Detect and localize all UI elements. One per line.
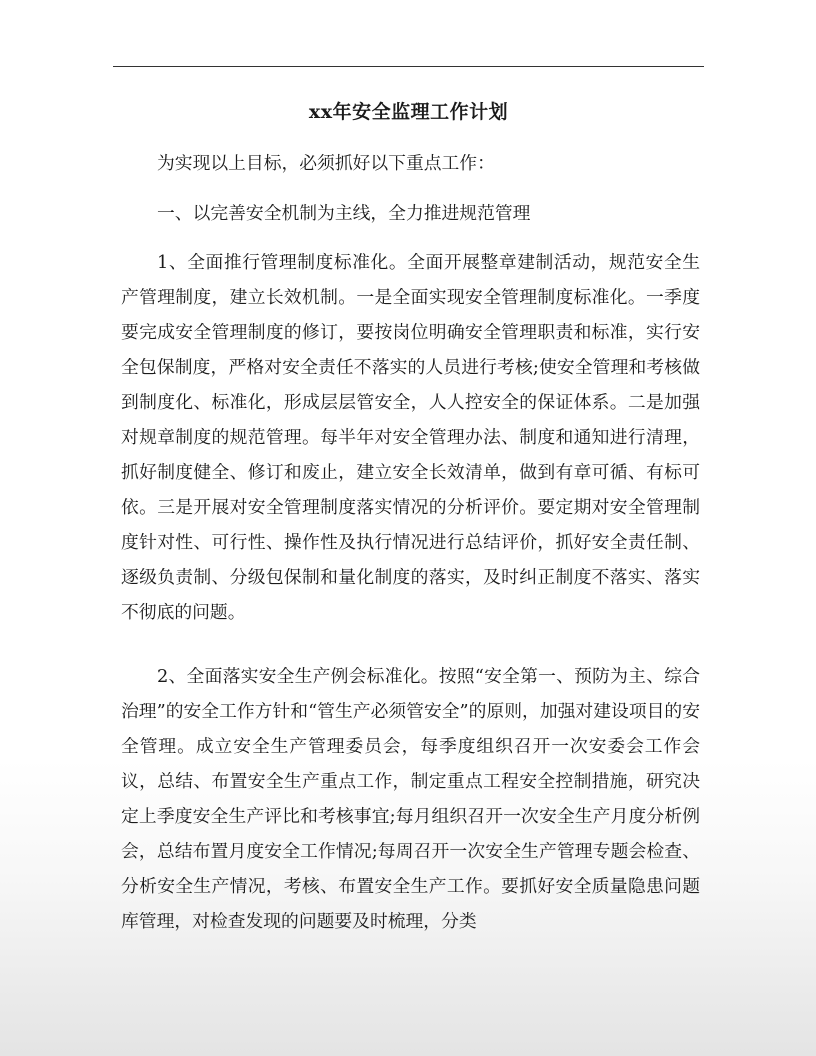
header-rule bbox=[113, 66, 704, 67]
document-title: xx年安全监理工作计划 bbox=[308, 101, 509, 123]
body-paragraph-2: 2、全面落实安全生产例会标准化。按照“安全第一、预防为主、综合治理”的安全工作方针和“管生产必须管安全”的原则，加强对建设项目的安全管理。成立安全生产管理委员会，每季度组织召开一次安委会工作会议，总结、布置安全生产重点工作，制定重点工程安全控制措施，研究决定上季度安全生产评比和考核事宜;每月组织召开一次安全生产月度分析例会，总结布置月度安全工作情况;每周召开一次安全生产管理专题会检查、分析安全生产情况，考核、布置安全生产工作。要抓好安全质量隐患问题库管理，对检查发现的问题要及时梳理，分类 bbox=[121, 666, 700, 932]
intro-paragraph: 为实现以上目标，必须抓好以下重点工作： bbox=[157, 153, 495, 174]
body-paragraph-1: 1、全面推行管理制度标准化。全面开展整章建制活动，规范安全生产管理制度，建立长效机制。一是全面实现安全管理制度标准化。一季度要完成安全管理制度的修订，要按岗位明确安全管理职责和标准，实行安全包保制度，严格对安全责任不落实的人员进行考核;使安全管理和考核做到制度化、标准化，形成层层管安全，人人控安全的保证体系。二是加强对规章制度的规范管理。每半年对安全管理办法、制度和通知进行清理，抓好制度健全、修订和废止，建立安全长效清单，做到有章可循、有标可依。三是开展对安全管理制度落实情况的分析评价。要定期对安全管理制度针对性、可行性、操作性及执行情况进行总结评价，抓好安全责任制、逐级负责制、分级包保制和量化制度的落实，及时纠正制度不落实、落实不彻底的问题。 bbox=[121, 252, 700, 623]
section-heading: 一、以完善安全机制为主线，全力推进规范管理 bbox=[157, 203, 531, 224]
